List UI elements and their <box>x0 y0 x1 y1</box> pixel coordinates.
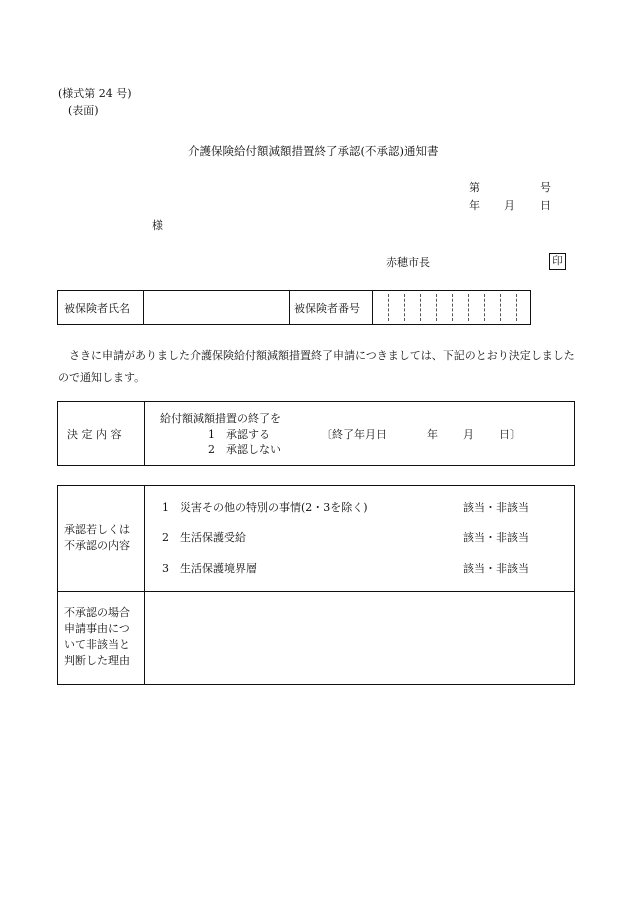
decision-label: 決 定 内 容 <box>67 428 122 441</box>
end-date-label: 〔終了年月日 <box>321 428 387 441</box>
reason-label-line3: いて非該当と <box>64 638 130 651</box>
approval-item-2-status[interactable]: 該当・非該当 <box>463 531 529 544</box>
digit-separator <box>436 294 437 321</box>
digit-separator <box>500 294 501 321</box>
approval-table <box>57 485 575 685</box>
divider <box>289 291 290 324</box>
end-date-month: 月 <box>463 428 474 441</box>
divider <box>144 402 145 465</box>
end-date-day: 日〕 <box>499 428 521 441</box>
document-title: 介護保険給付額減額措置終了承認(不承認)通知書 <box>188 144 439 158</box>
digit-separator <box>484 294 485 321</box>
end-date-year: 年 <box>427 428 438 441</box>
insured-name-field[interactable] <box>144 291 288 324</box>
approval-item-3-status[interactable]: 該当・非該当 <box>463 562 529 575</box>
date-year: 年 <box>469 199 480 212</box>
digit-separator <box>452 294 453 321</box>
digit-separator <box>388 294 389 321</box>
issuer-name: 赤穂市長 <box>386 256 430 269</box>
recipient-sama: 様 <box>152 219 163 232</box>
option-approve[interactable]: 1 承認する <box>208 428 270 441</box>
reason-label-line4: 判断した理由 <box>64 654 130 667</box>
body-text: さきに申請がありました介護保険給付額減額措置終了申請につきましては、下記のとおり決定しましたので通知します。 <box>58 349 575 384</box>
digit-separator <box>516 294 517 321</box>
approval-label-line2: 不承認の内容 <box>64 539 130 552</box>
approval-label-line1: 承認若しくは <box>64 523 130 536</box>
digit-separator <box>420 294 421 321</box>
digit-separator <box>468 294 469 321</box>
decision-line1: 給付額減額措置の終了を <box>160 412 281 425</box>
form-number: (様式第 24 号) <box>58 87 132 100</box>
form-side: (表面) <box>68 104 99 117</box>
doc-number-dai: 第 <box>469 181 480 194</box>
digit-separator <box>404 294 405 321</box>
insured-number-digits[interactable] <box>373 291 531 324</box>
insured-name-label: 被保険者氏名 <box>64 302 130 315</box>
date-month: 月 <box>504 199 515 212</box>
reason-field[interactable] <box>145 592 574 684</box>
doc-number-go: 号 <box>540 181 551 194</box>
insured-table <box>57 290 531 325</box>
seal-mark: 印 <box>549 253 566 270</box>
reason-label-line2: 申請事由につ <box>64 622 130 635</box>
approval-item-1: 1 災害その他の特別の事情(2・3を除く) <box>162 501 368 514</box>
insured-number-label: 被保険者番号 <box>294 302 360 315</box>
reason-label-line1: 不承認の場合 <box>64 606 130 619</box>
option-disapprove[interactable]: 2 承認しない <box>208 443 281 456</box>
decision-table <box>57 401 575 466</box>
date-day: 日 <box>540 199 551 212</box>
approval-item-1-status[interactable]: 該当・非該当 <box>463 501 529 514</box>
approval-item-2: 2 生活保護受給 <box>162 531 246 544</box>
approval-item-3: 3 生活保護境界層 <box>162 562 257 575</box>
